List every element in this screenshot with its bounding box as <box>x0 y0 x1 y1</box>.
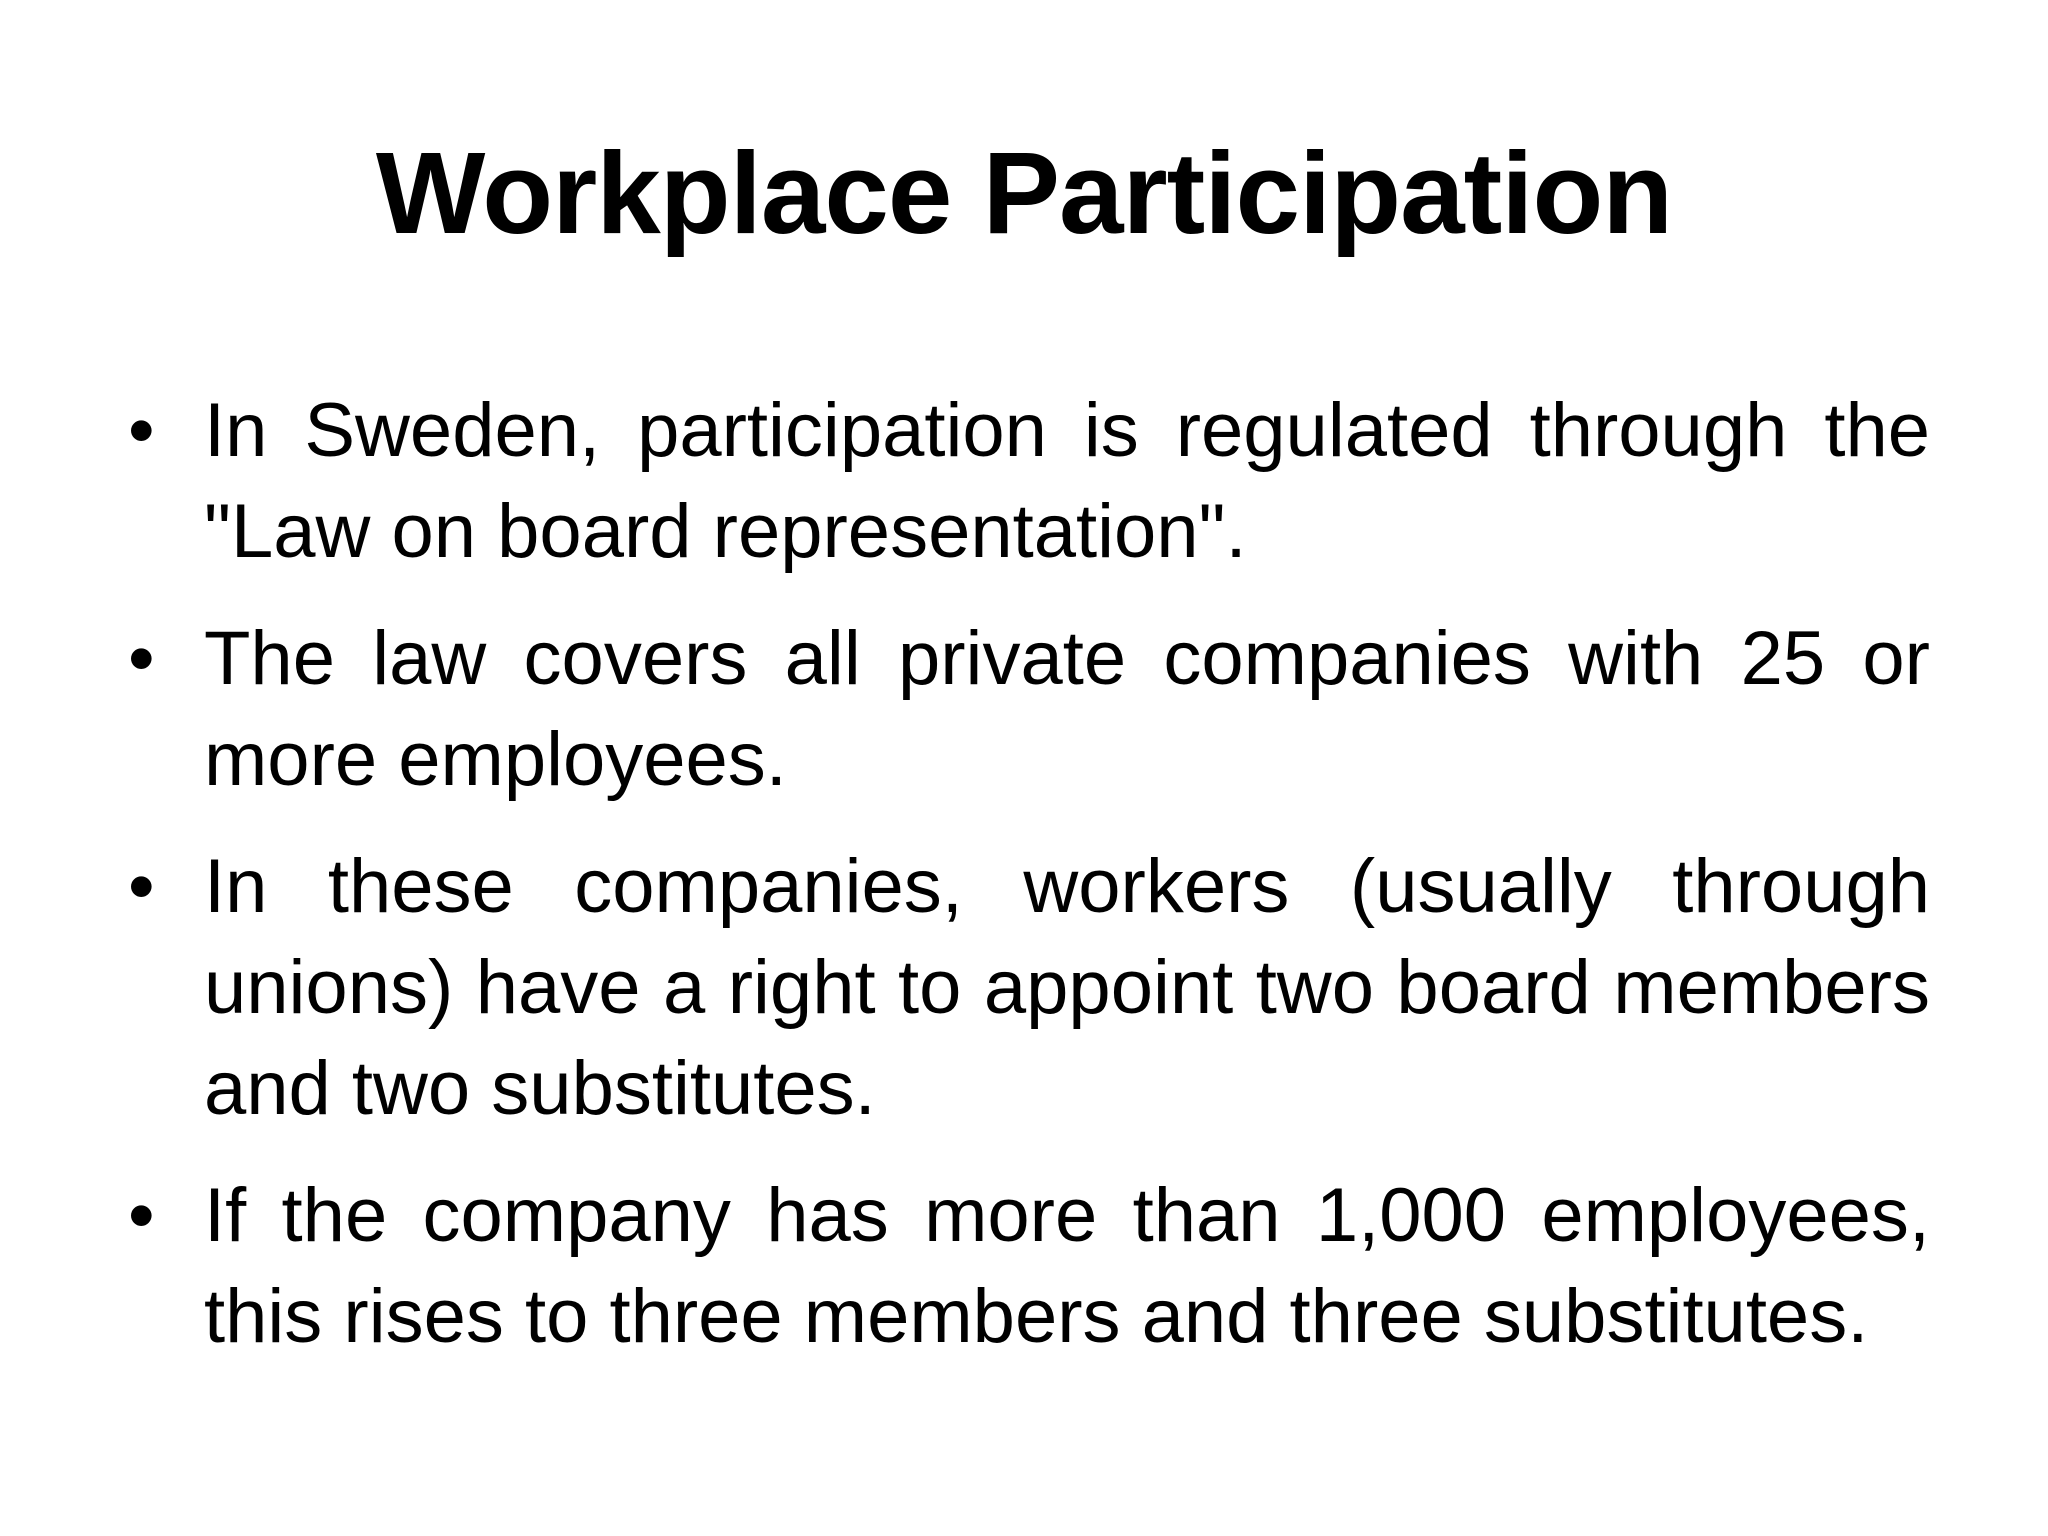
bullet-text: In Sweden, participation is regulated through the "Law on board representation". <box>204 388 1930 574</box>
bullet-text: The law covers all private companies with 25 or more employees. <box>204 616 1930 802</box>
slide-title: Workplace Participation <box>375 128 1673 258</box>
bullet-list <box>120 380 1930 1393</box>
bullet-item <box>120 836 1930 1139</box>
bullet-icon: • <box>128 1173 155 1258</box>
bullet-item <box>120 608 1930 810</box>
bullet-item <box>120 380 1930 582</box>
bullet-icon: • <box>128 388 155 473</box>
bullet-icon: • <box>128 616 155 701</box>
bullet-icon: • <box>128 844 155 929</box>
bullet-text: In these companies, workers (usually through unions) have a right to appoint two board members and two substitutes. <box>204 844 1930 1131</box>
bullet-text: If the company has more than 1,000 employees, this rises to three members and three substitutes. <box>204 1173 1930 1359</box>
bullet-item <box>120 1165 1930 1367</box>
